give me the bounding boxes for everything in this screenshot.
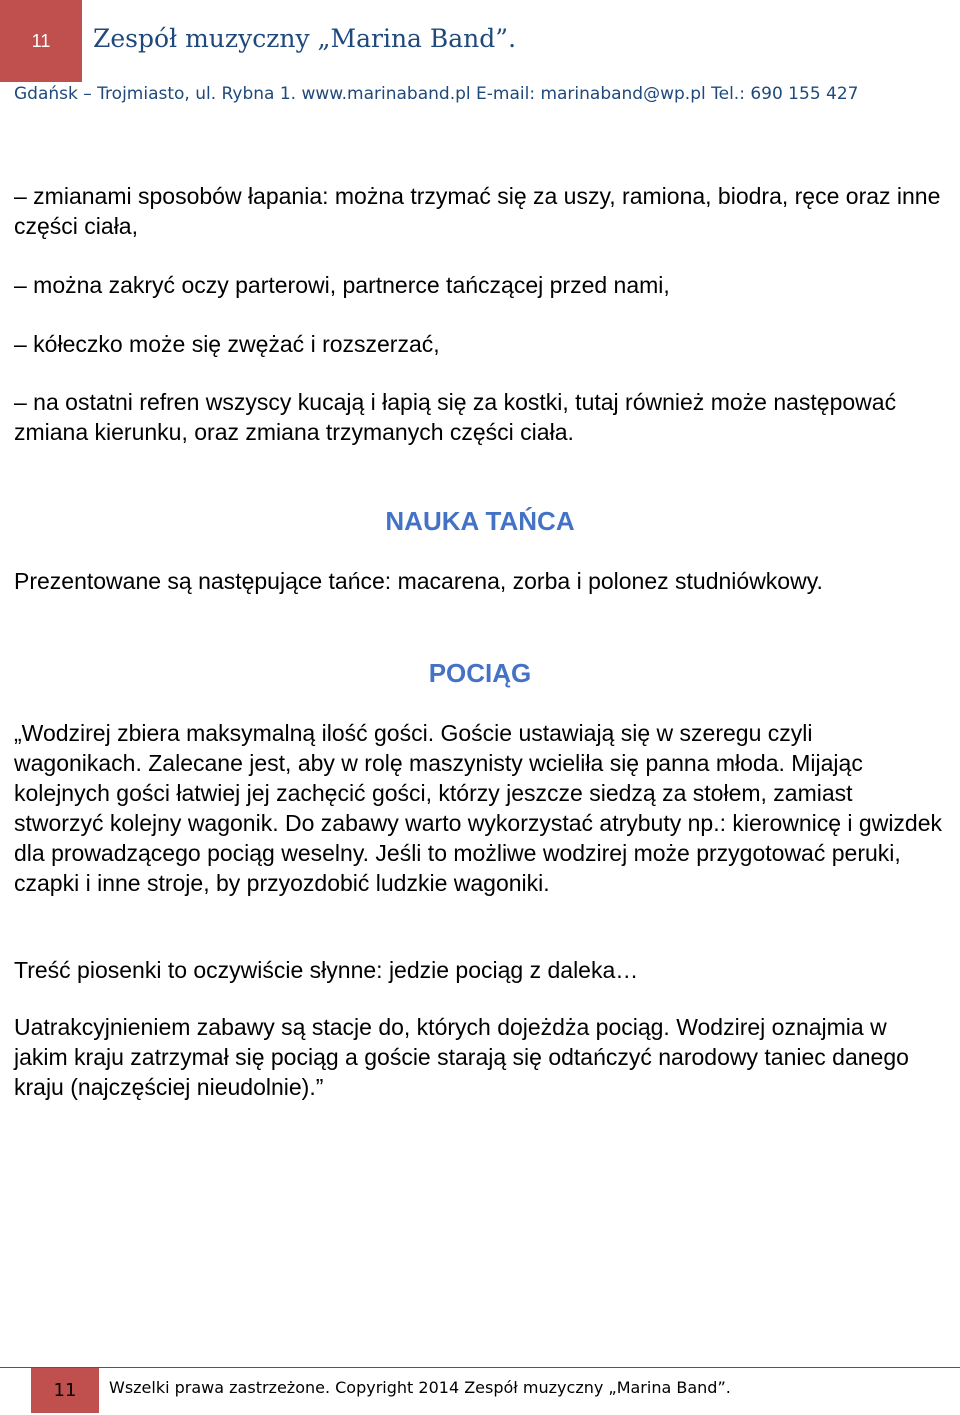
bullet-item-4: – na ostatni refren wszyscy kucają i łapią się za kostki, tutaj również może następować zmiana kierunku, oraz zmiana trzymanych części ciała. — [14, 389, 897, 445]
header-contact: Gdańsk – Trojmiasto, ul. Rybna 1. www.marinaband.pl E-mail: marinaband@wp.pl Tel.: 690 155 427 — [14, 84, 859, 104]
bullet-item-3: – kółeczko może się zwężać i rozszerzać, — [14, 331, 440, 357]
footer-page-number-box — [31, 1368, 99, 1413]
footer-page-number: 11 — [53, 1380, 77, 1401]
bullet-item-2: – można zakryć oczy parterowi, partnerce tańczącej przed nami, — [14, 272, 670, 298]
header-page-number-box — [0, 0, 82, 82]
footer-divider — [0, 1367, 960, 1368]
paragraph-pociag-description: „Wodzirej zbiera maksymalną ilość gości. Goście ustawiają się w szeregu czyli wagonikach. Zalecane jest, aby w rolę maszynisty wcieliła się panna młoda. Mijając kolejnych gości łatwiej jej zachęcić gości, którzy jeszcze siedzą za stołem, zamiast stworzyć kolejny wagonik. Do zabawy warto wykorzystać atrybuty np.: kierownicę i gwizdek dla prowadzącego pociąg weselny. Jeśli to możliwe wodzirej może przygotować peruki, czapki i inne stroje, by przyozdobić ludzkie wagoniki. — [14, 720, 943, 896]
paragraph-song: Treść piosenki to oczywiście słynne: jedzie pociąg z daleka… — [14, 957, 639, 983]
paragraph-stations: Uatrakcyjnieniem zabawy są stacje do, których dojeżdża pociąg. Wodzirej oznajmia w jakim kraju zatrzymał się pociąg a goście starają się odtańczyć narodowy taniec danego kraju (najczęściej nieudolnie).” — [14, 1014, 909, 1100]
section-heading-pociag: POCIĄG — [428, 658, 532, 688]
header-title: Zespół muzyczny „Marina Band”. — [93, 24, 517, 53]
section-heading-nauka-tanca: NAUKA TAŃCA — [385, 506, 575, 536]
header-page-number: 11 — [31, 30, 51, 51]
paragraph-dances: Prezentowane są następujące tańce: macarena, zorba i polonez studniówkowy. — [14, 568, 823, 594]
footer-copyright: Wszelki prawa zastrzeżone. Copyright 2014 Zespół muzyczny „Marina Band”. — [109, 1378, 731, 1397]
bullet-item-1: – zmianami sposobów łapania: można trzymać się za uszy, ramiona, biodra, ręce oraz inne części ciała, — [14, 183, 941, 239]
